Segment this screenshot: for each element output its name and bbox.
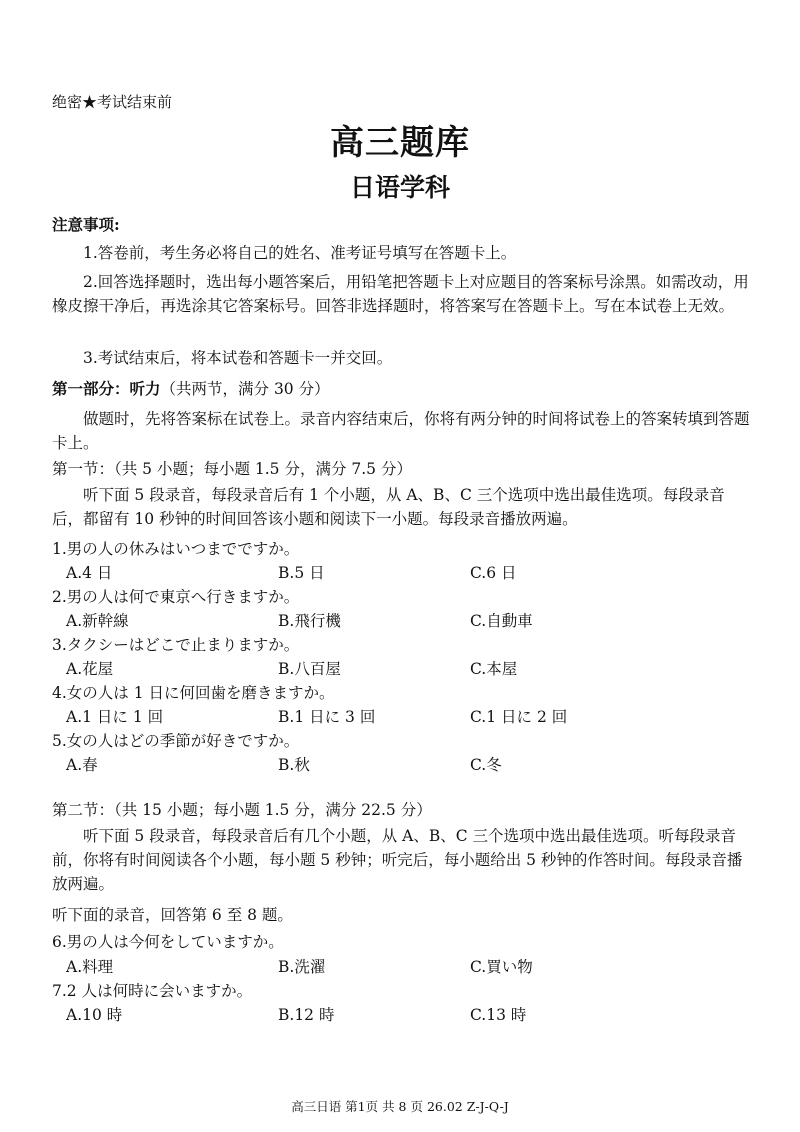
question-4: 4.女の人は 1 日に何回歯を磨きますか。 [52, 684, 335, 702]
question-7-option-c: C.13 時 [470, 1006, 527, 1024]
question-3-option-b: B.八百屋 [278, 660, 341, 678]
note-item-3: 3.考试结束后，将本试卷和答题卡一并交回。 [83, 349, 393, 367]
question-3: 3.タクシーはどこで止まりますか。 [52, 636, 300, 654]
part1-heading-bold: 第一部分：听力 [52, 379, 161, 398]
section2-heading: 第二节：（共 15 小题；每小题 1.5 分，满分 22.5 分） [52, 801, 432, 819]
section1-heading: 第一节：（共 5 小题；每小题 1.5 分，满分 7.5 分） [52, 460, 412, 478]
question-3-option-c: C.本屋 [470, 660, 518, 678]
part1-heading-rest: （共两节，满分 30 分） [160, 380, 330, 398]
question-7-option-b: B.12 時 [278, 1006, 335, 1024]
subject-title: 日语学科 [349, 173, 450, 202]
question-4-option-c: C.1 日に 2 回 [470, 708, 568, 726]
question-7-option-a: A.10 時 [66, 1006, 123, 1024]
question-2: 2.男の人は何で東京へ行きますか。 [52, 588, 300, 606]
note-item-1: 1.答卷前，考生务必将自己的姓名、准考证号填写在答题卡上。 [83, 244, 517, 262]
note-item-2: 2.回答选择题时，选出每小题答案后，用铅笔把答题卡上对应题目的答案标号涂黑。如需改动，用橡皮擦干净后，再选涂其它答案标号。回答非选择题时，将答案写在答题卡上。写在本试卷上无效。 [52, 273, 749, 315]
notes-heading: 注意事项: [52, 215, 120, 234]
question-6: 6.男の人は今何をしていますか。 [52, 933, 284, 951]
question-6-option-c: C.買い物 [470, 958, 533, 976]
question-6-option-b: B.洗濯 [278, 958, 326, 976]
question-1-option-c: C.6 日 [470, 564, 517, 582]
question-2-option-a: A.新幹線 [66, 612, 129, 630]
part1-heading [52, 377, 752, 401]
question-5-option-a: A.春 [66, 756, 98, 774]
page-title: 高三题库 [330, 123, 470, 163]
page-footer: 高三日语 第1页 共 8 页 26.02 Z-J-Q-J [291, 1099, 509, 1114]
question-4-option-a: A.1 日に 1 回 [66, 708, 164, 726]
question-3-option-a: A.花屋 [66, 660, 114, 678]
section2-instruction: 听下面 5 段录音，每段录音后有几个小题，从 A、B、C 三个选项中选出最佳选项。听每段录音前，你将有时间阅读各个小题，每小题 5 秒钟；听完后，每小题给出 5 秒钟的作答时间。每段录音播放两遍。 [52, 827, 743, 893]
question-4-option-b: B.1 日に 3 回 [278, 708, 376, 726]
question-5-option-b: B.秋 [278, 756, 310, 774]
question-1: 1.男の人の休みはいつまでですか。 [52, 540, 300, 558]
question-5: 5.女の人はどの季節が好きですか。 [52, 732, 300, 750]
section1-instruction: 听下面 5 段录音，每段录音后有 1 个小题，从 A、B、C 三个选项中选出最佳选项。每段录音后，都留有 10 秒钟的时间回答该小题和阅读下一小题。每段录音播放两遍。 [52, 486, 725, 528]
question-2-option-c: C.自動車 [470, 612, 533, 630]
question-6-option-a: A.料理 [66, 958, 114, 976]
question-7: 7.2 人は何時に会いますか。 [52, 982, 253, 1000]
question-1-option-b: B.5 日 [278, 564, 325, 582]
question-5-option-c: C.冬 [470, 756, 502, 774]
question-1-option-a: A.4 日 [66, 564, 113, 582]
question-2-option-b: B.飛行機 [278, 612, 341, 630]
group-intro-6-8: 听下面的录音，回答第 6 至 8 题。 [52, 906, 293, 924]
part1-instruction: 做题时，先将答案标在试卷上。录音内容结束后，你将有两分钟的时间将试卷上的答案转填到答题卡上。 [52, 410, 750, 452]
confidential-label: 绝密★考试结束前 [52, 93, 173, 111]
